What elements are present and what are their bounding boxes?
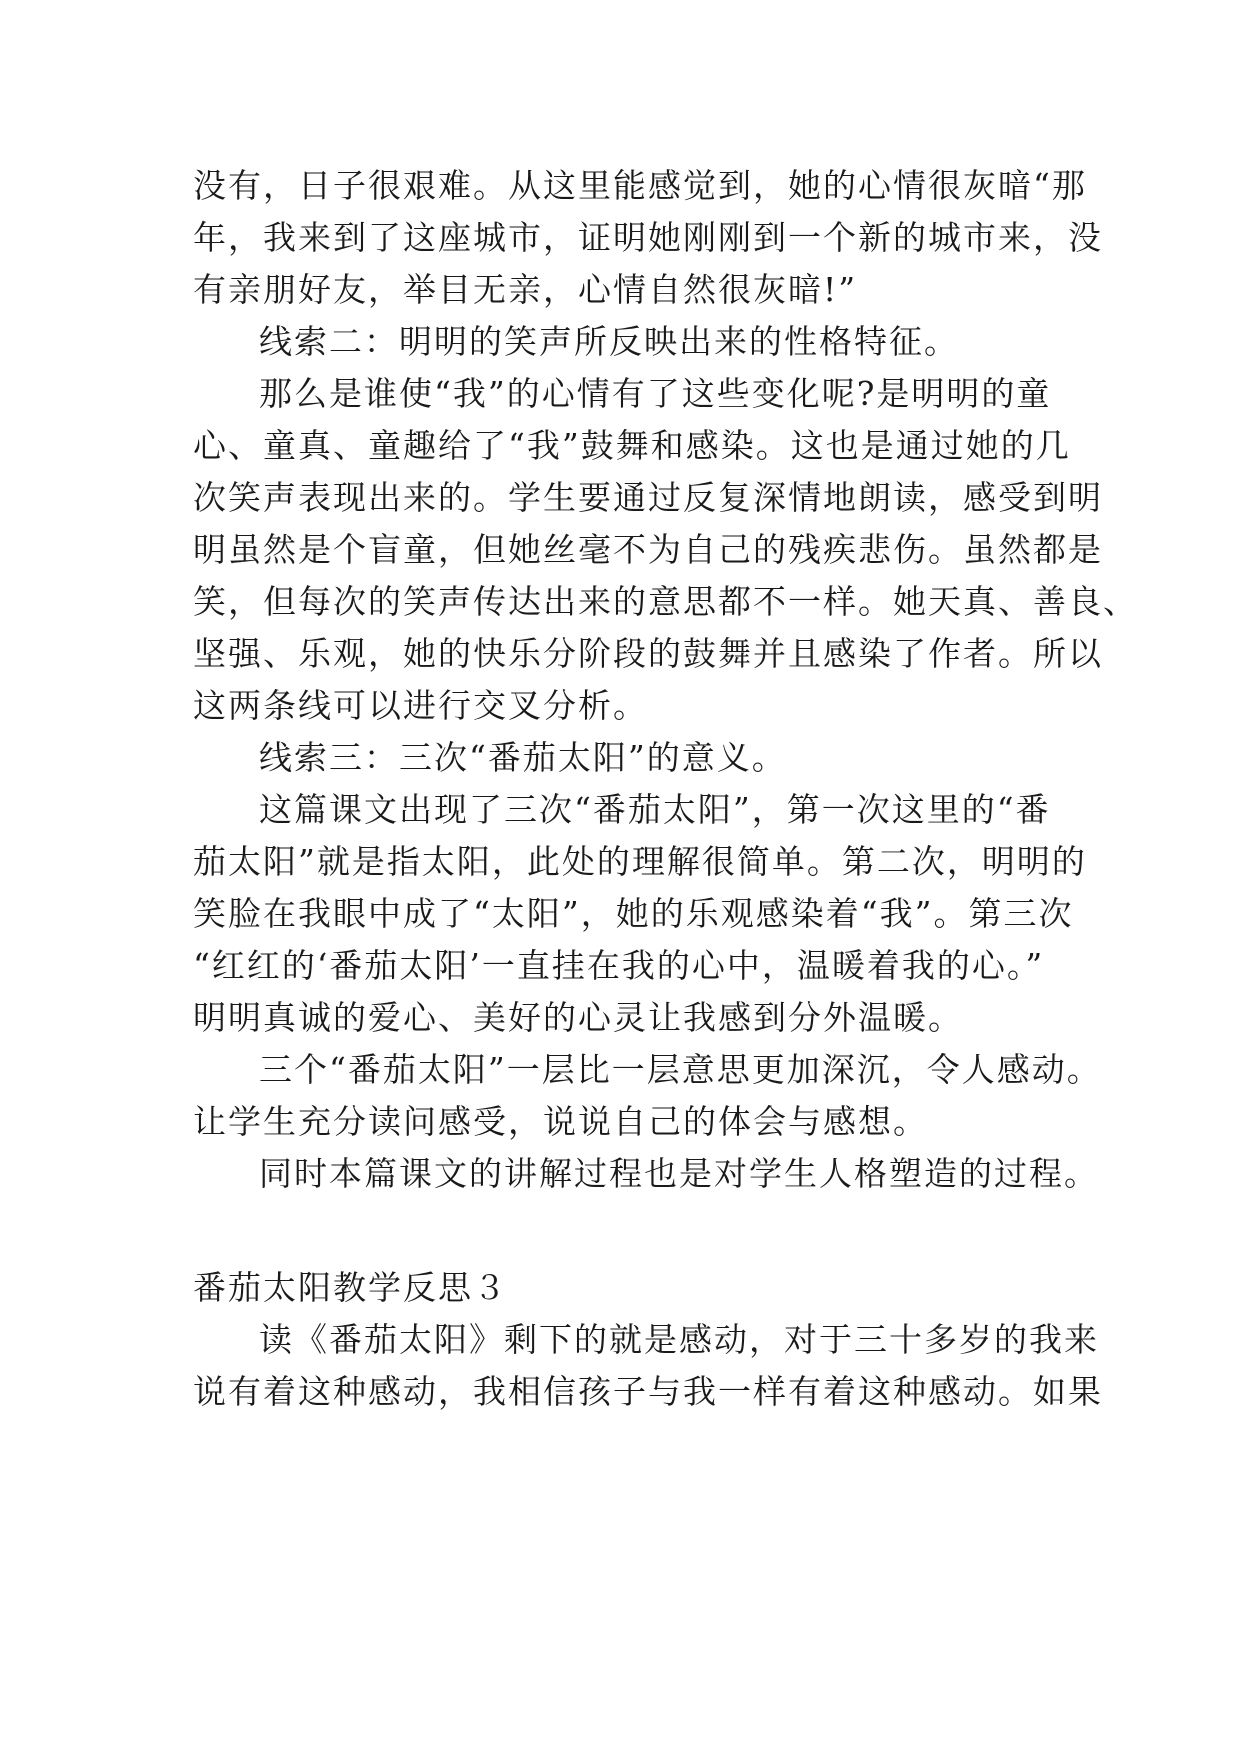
paragraph-line: 笑脸在我眼中成了“太阳”，她的乐观感染着“我”。第三次 bbox=[193, 894, 1074, 933]
paragraph-line: 那么是谁使“我”的心情有了这些变化呢?是明明的童 bbox=[259, 374, 1052, 413]
paragraph-line: 读《番茄太阳》剩下的就是感动，对于三十多岁的我来 bbox=[259, 1320, 1099, 1359]
document-page bbox=[193, 160, 1138, 1418]
paragraph-line: 这两条线可以进行交叉分析。 bbox=[193, 686, 648, 725]
paragraph-line: 没有，日子很艰难。从这里能感觉到，她的心情很灰暗“那 bbox=[193, 166, 1087, 205]
paragraph-line: 同时本篇课文的讲解过程也是对学生人格塑造的过程。 bbox=[259, 1154, 1099, 1193]
paragraph-line: 有亲朋好友，举目无亲，心情自然很灰暗!” bbox=[193, 270, 858, 309]
paragraph-line: 明虽然是个盲童，但她丝毫不为自己的残疾悲伤。虽然都是 bbox=[193, 530, 1103, 569]
paragraph-line: “红红的‘番茄太阳’一直挂在我的心中，温暖着我的心。” bbox=[193, 946, 1045, 985]
paragraph-line: 这篇课文出现了三次“番茄太阳”，第一次这里的“番 bbox=[259, 790, 1051, 829]
section-title: 番茄太阳教学反思３ bbox=[193, 1268, 508, 1307]
paragraph-line: 茄太阳”就是指太阳，此处的理解很简单。第二次，明明的 bbox=[193, 842, 1087, 881]
clue-heading: 线索二：明明的笑声所反映出来的性格特征。 bbox=[259, 322, 959, 361]
paragraph-line: 明明真诚的爱心、美好的心灵让我感到分外温暖。 bbox=[193, 998, 963, 1037]
paragraph-line: 心、童真、童趣给了“我”鼓舞和感染。这也是通过她的几 bbox=[193, 426, 1071, 465]
paragraph-line: 坚强、乐观，她的快乐分阶段的鼓舞并且感染了作者。所以 bbox=[193, 634, 1103, 673]
clue-heading: 线索三：三次“番茄太阳”的意义。 bbox=[259, 738, 787, 777]
paragraph-line: 笑，但每次的笑声传达出来的意思都不一样。她天真、善良、 bbox=[193, 582, 1138, 621]
paragraph-line: 说有着这种感动，我相信孩子与我一样有着这种感动。如果 bbox=[193, 1372, 1103, 1411]
paragraph-line: 让学生充分读问感受，说说自己的体会与感想。 bbox=[193, 1102, 928, 1141]
paragraph-line: 次笑声表现出来的。学生要通过反复深情地朗读，感受到明 bbox=[193, 478, 1103, 517]
paragraph-line: 三个“番茄太阳”一层比一层意思更加深沉，令人感动。 bbox=[259, 1050, 1102, 1089]
paragraph-line: 年，我来到了这座城市，证明她刚刚到一个新的城市来，没 bbox=[193, 218, 1103, 257]
